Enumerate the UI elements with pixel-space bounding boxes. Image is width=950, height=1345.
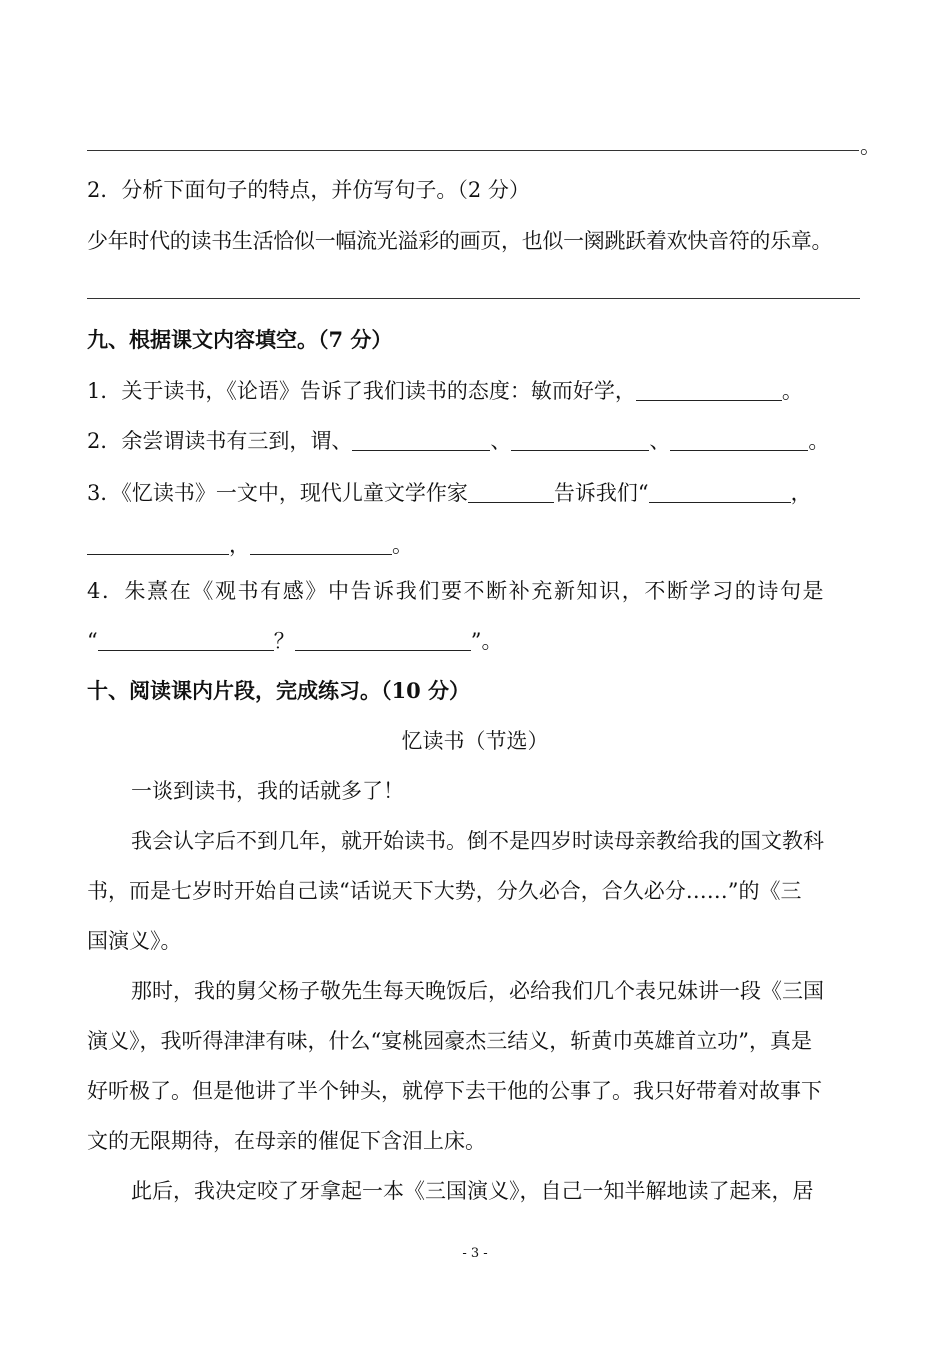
question-9-3-text-a: 3．《忆读书》一文中，现代儿童文学作家 (87, 481, 468, 505)
question-9-3-end: 。 (392, 533, 413, 557)
page-number: - 3 - (462, 1246, 488, 1261)
passage-line: 那时，我的舅父杨子敬先生每天晚饭后，必给我们几个表兄妹讲一段《三国 (131, 979, 824, 1003)
question-9-3-comma2: ， (229, 533, 250, 557)
blank-9-3-c[interactable] (250, 534, 392, 555)
passage-title: 忆读书（节选） (401, 729, 549, 753)
question-9-3-text-b: 告诉我们“ (553, 481, 649, 505)
blank-9-4-b[interactable] (295, 630, 471, 651)
question-9-3 (87, 478, 812, 508)
blank-9-1[interactable] (636, 380, 782, 401)
question-9-3-cont (87, 530, 413, 560)
question-9-4-end: ”。 (470, 629, 503, 653)
blank-9-3-b[interactable] (87, 534, 229, 555)
passage-line: 此后，我决定咬了牙拿起一本《三国演义》，自己一知半解地读了起来，居 (131, 1179, 814, 1203)
passage-line: 文的无限期待，在母亲的催促下含泪上床。 (87, 1129, 486, 1153)
answer-line-8-2 (87, 298, 860, 299)
blank-9-2-a[interactable] (352, 430, 490, 451)
question-9-1-text: 1．关于读书，《论语》告诉了我们读书的态度：敏而好学， (87, 379, 636, 403)
question-9-2-end: 。 (808, 429, 830, 453)
passage-line: 书，而是七岁时开始自己读“话说天下大势，分久必合，合久必分……”的《三 (87, 879, 802, 903)
blank-9-2-b[interactable] (511, 430, 649, 451)
question-9-2 (87, 426, 829, 456)
passage-line: 演义》，我听得津津有味，什么“宴桃园豪杰三结义，斩黄巾英雄首立功”，真是 (87, 1029, 812, 1053)
question-8-2-sentence: 少年时代的读书生活恰似一幅流光溢彩的画页，也似一阕跳跃着欢快音符的乐章。 (87, 229, 833, 253)
question-9-4-open-quote: “ (87, 629, 98, 653)
question-9-4: 4．朱熹在《观书有感》中告诉我们要不断补充新知识，不断学习的诗句是 (87, 579, 826, 603)
passage-line: 我会认字后不到几年，就开始读书。倒不是四岁时读母亲教给我的国文教科 (131, 829, 824, 853)
blank-9-3-author[interactable] (468, 482, 554, 503)
answer-line-top-end: 。 (860, 134, 881, 158)
section-10-heading: 十、阅读课内片段，完成练习。（10 分） (87, 678, 471, 703)
question-8-2-prompt: 2．分析下面句子的特点，并仿写句子。（2 分） (87, 178, 530, 202)
question-9-1-end: 。 (781, 379, 803, 403)
question-9-3-comma1: ， (790, 481, 812, 505)
passage-line: 国演义》。 (87, 929, 182, 953)
question-9-2-sep2: 、 (649, 429, 671, 453)
blank-9-3-a[interactable] (649, 482, 791, 503)
section-9-heading: 九、根据课文内容填空。（7 分） (87, 327, 393, 352)
blank-9-2-c[interactable] (670, 430, 808, 451)
question-9-4-question-mark: ？ (273, 629, 295, 653)
passage-line: 好听极了。但是他讲了半个钟头，就停下去干他的公事了。我只好带着对故事下 (87, 1079, 822, 1103)
answer-line-top (87, 150, 859, 151)
question-9-4-cont (87, 626, 503, 656)
question-9-2-sep1: 、 (490, 429, 512, 453)
question-9-2-text: 2．余尝谓读书有三到，谓、 (87, 429, 353, 453)
question-9-1 (87, 376, 803, 406)
passage-line: 一谈到读书，我的话就多了！ (131, 779, 404, 803)
blank-9-4-a[interactable] (98, 630, 274, 651)
